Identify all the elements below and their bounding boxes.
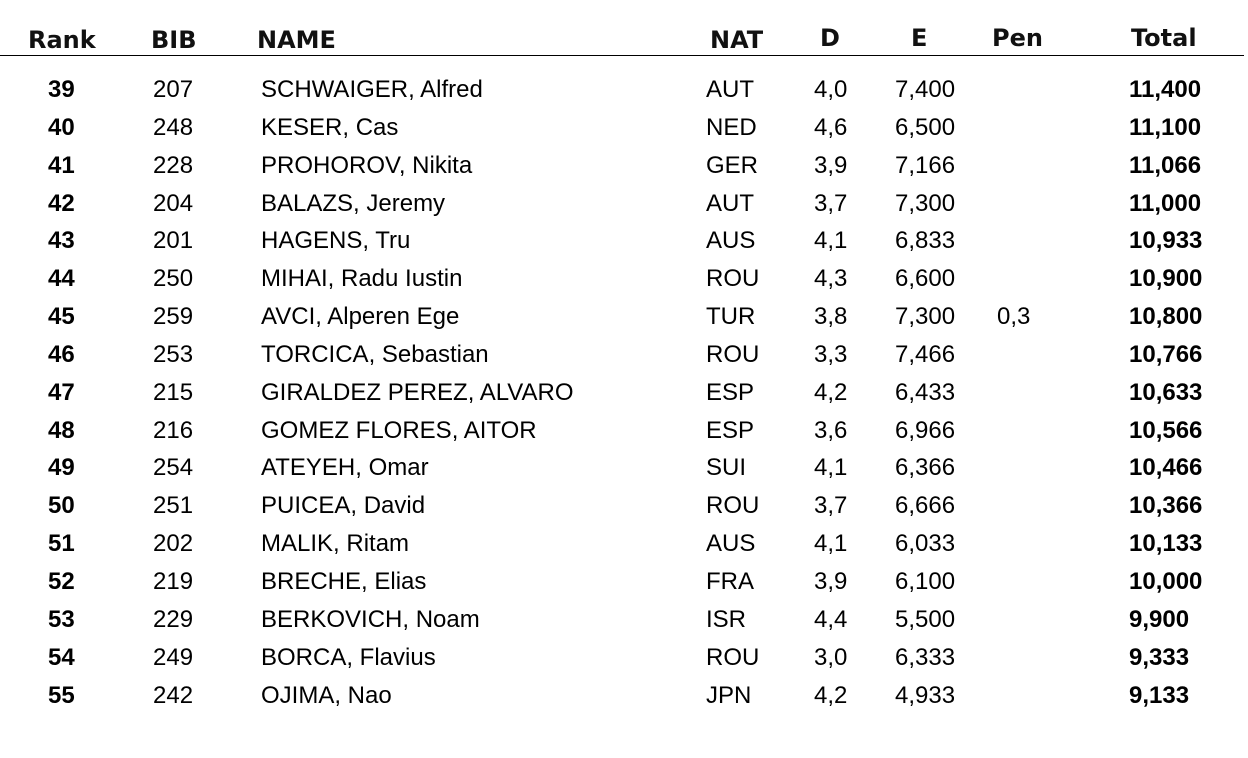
bib-cell: 219 [153, 567, 194, 595]
table-row [0, 109, 1248, 147]
nat-cell: AUS [706, 530, 756, 558]
bib-cell: 204 [153, 189, 194, 217]
nat-cell: FRA [706, 567, 754, 595]
nat-cell: SUI [706, 454, 747, 482]
name-cell: TORCICA, Sebastian [261, 340, 489, 368]
bib-cell: 215 [153, 378, 194, 406]
bib-cell: 207 [153, 76, 194, 103]
bib-cell: 201 [153, 227, 194, 255]
table-row [0, 412, 1248, 450]
rank-cell: 40 [48, 113, 75, 141]
d-score-cell: 4,3 [814, 265, 848, 293]
d-score-cell: 4,0 [814, 76, 848, 103]
rank-cell: 46 [48, 340, 75, 368]
column-header-e: E [911, 24, 928, 52]
nat-cell: NED [706, 113, 757, 141]
penalty-cell: 0,3 [997, 303, 1031, 331]
nat-cell: ESP [706, 378, 755, 406]
table-row [0, 677, 1248, 715]
name-cell: KESER, Cas [261, 113, 399, 141]
name-cell: HAGENS, Tru [261, 227, 411, 255]
total-cell: 11,400 [1129, 76, 1202, 103]
e-score-cell: 5,500 [895, 605, 956, 633]
name-cell: MIHAI, Radu Iustin [261, 265, 463, 293]
column-header-bib: BIB [151, 26, 197, 54]
rank-cell: 53 [48, 605, 75, 633]
table-row [0, 71, 1248, 109]
e-score-cell: 6,666 [895, 492, 956, 520]
d-score-cell: 3,9 [814, 151, 848, 179]
d-score-cell: 3,6 [814, 416, 848, 444]
d-score-cell: 3,0 [814, 643, 848, 671]
table-row [0, 639, 1248, 677]
nat-cell: AUS [706, 227, 756, 255]
bib-cell: 229 [153, 605, 194, 633]
column-header-total: Total [1131, 24, 1197, 52]
e-score-cell: 6,600 [895, 265, 956, 293]
name-cell: GIRALDEZ PEREZ, ALVARO [261, 378, 574, 406]
d-score-cell: 3,7 [814, 492, 848, 520]
rank-cell: 44 [48, 265, 75, 293]
d-score-cell: 3,3 [814, 340, 848, 368]
e-score-cell: 6,500 [895, 113, 956, 141]
table-row [0, 260, 1248, 298]
bib-cell: 259 [153, 303, 194, 331]
table-row [0, 487, 1248, 525]
name-cell: BORCA, Flavius [261, 643, 436, 671]
rank-cell: 54 [48, 643, 75, 671]
e-score-cell: 4,933 [895, 681, 956, 709]
e-score-cell: 6,966 [895, 416, 956, 444]
total-cell: 10,466 [1129, 454, 1203, 482]
rank-cell: 51 [48, 530, 75, 558]
nat-cell: ROU [706, 492, 760, 520]
column-header-name: NAME [257, 26, 336, 54]
header-divider [0, 55, 1244, 56]
rank-cell: 45 [48, 303, 75, 331]
table-body [0, 71, 1248, 731]
e-score-cell: 7,400 [895, 76, 956, 103]
nat-cell: ISR [706, 605, 747, 633]
rank-cell: 43 [48, 227, 75, 255]
nat-cell: GER [706, 151, 759, 179]
name-cell: OJIMA, Nao [261, 681, 392, 709]
column-header-nat: NAT [710, 26, 764, 54]
rank-cell: 49 [48, 454, 75, 482]
d-score-cell: 4,4 [814, 605, 848, 633]
table-row [0, 147, 1248, 185]
bib-cell: 251 [153, 492, 194, 520]
e-score-cell: 6,033 [895, 530, 956, 558]
table-row [0, 336, 1248, 374]
table-header [0, 0, 1248, 56]
total-cell: 10,633 [1129, 378, 1203, 406]
total-cell: 10,900 [1129, 265, 1203, 293]
total-cell: 11,000 [1129, 189, 1202, 217]
bib-cell: 250 [153, 265, 194, 293]
table-row [0, 374, 1248, 412]
total-cell: 10,766 [1129, 340, 1203, 368]
name-cell: PUICEA, David [261, 492, 426, 520]
nat-cell: JPN [706, 681, 752, 709]
table-row [0, 563, 1248, 601]
nat-cell: TUR [706, 303, 756, 331]
rank-cell: 55 [48, 681, 75, 709]
d-score-cell: 4,2 [814, 681, 848, 709]
table-row [0, 449, 1248, 487]
d-score-cell: 3,9 [814, 567, 848, 595]
name-cell: GOMEZ FLORES, AITOR [261, 416, 537, 444]
nat-cell: AUT [706, 189, 754, 217]
total-cell: 9,133 [1129, 681, 1190, 709]
e-score-cell: 7,300 [895, 303, 956, 331]
d-score-cell: 4,1 [814, 454, 848, 482]
column-header-rank: Rank [28, 26, 96, 54]
total-cell: 10,366 [1129, 492, 1203, 520]
bib-cell: 216 [153, 416, 194, 444]
bib-cell: 228 [153, 151, 194, 179]
e-score-cell: 6,100 [895, 567, 956, 595]
d-score-cell: 4,2 [814, 378, 848, 406]
nat-cell: ROU [706, 643, 760, 671]
total-cell: 10,800 [1129, 303, 1203, 331]
e-score-cell: 6,833 [895, 227, 956, 255]
table-row [0, 298, 1248, 336]
e-score-cell: 6,366 [895, 454, 956, 482]
name-cell: AVCI, Alperen Ege [261, 303, 460, 331]
rank-cell: 41 [48, 151, 75, 179]
name-cell: BRECHE, Elias [261, 567, 427, 595]
rank-cell: 47 [48, 378, 75, 406]
bib-cell: 248 [153, 113, 194, 141]
rank-cell: 50 [48, 492, 75, 520]
nat-cell: ROU [706, 265, 760, 293]
bib-cell: 242 [153, 681, 194, 709]
e-score-cell: 6,333 [895, 643, 956, 671]
name-cell: PROHOROV, Nikita [261, 151, 473, 179]
bib-cell: 254 [153, 454, 194, 482]
d-score-cell: 4,1 [814, 227, 848, 255]
name-cell: SCHWAIGER, Alfred [261, 76, 483, 103]
table-row [0, 525, 1248, 563]
total-cell: 9,900 [1129, 605, 1190, 633]
total-cell: 9,333 [1129, 643, 1190, 671]
rank-cell: 48 [48, 416, 75, 444]
table-row [0, 601, 1248, 639]
d-score-cell: 3,7 [814, 189, 848, 217]
name-cell: ATEYEH, Omar [261, 454, 429, 482]
rank-cell: 52 [48, 567, 75, 595]
column-header-pen: Pen [992, 24, 1043, 52]
rank-cell: 42 [48, 189, 75, 217]
total-cell: 11,100 [1129, 113, 1202, 141]
total-cell: 10,133 [1129, 530, 1203, 558]
name-cell: BALAZS, Jeremy [261, 189, 446, 217]
total-cell: 10,566 [1129, 416, 1203, 444]
d-score-cell: 3,8 [814, 303, 848, 331]
total-cell: 10,000 [1129, 567, 1203, 595]
bib-cell: 249 [153, 643, 194, 671]
table-row [0, 185, 1248, 223]
bib-cell: 253 [153, 340, 194, 368]
table-row [0, 222, 1248, 260]
d-score-cell: 4,1 [814, 530, 848, 558]
e-score-cell: 7,300 [895, 189, 956, 217]
e-score-cell: 6,433 [895, 378, 956, 406]
total-cell: 10,933 [1129, 227, 1203, 255]
e-score-cell: 7,166 [895, 151, 956, 179]
bib-cell: 202 [153, 530, 194, 558]
name-cell: MALIK, Ritam [261, 530, 410, 558]
nat-cell: ROU [706, 340, 760, 368]
rank-cell: 39 [48, 76, 75, 103]
nat-cell: ESP [706, 416, 755, 444]
name-cell: BERKOVICH, Noam [261, 605, 480, 633]
total-cell: 11,066 [1129, 151, 1202, 179]
e-score-cell: 7,466 [895, 340, 956, 368]
nat-cell: AUT [706, 76, 754, 103]
d-score-cell: 4,6 [814, 113, 848, 141]
column-header-d: D [820, 24, 840, 52]
